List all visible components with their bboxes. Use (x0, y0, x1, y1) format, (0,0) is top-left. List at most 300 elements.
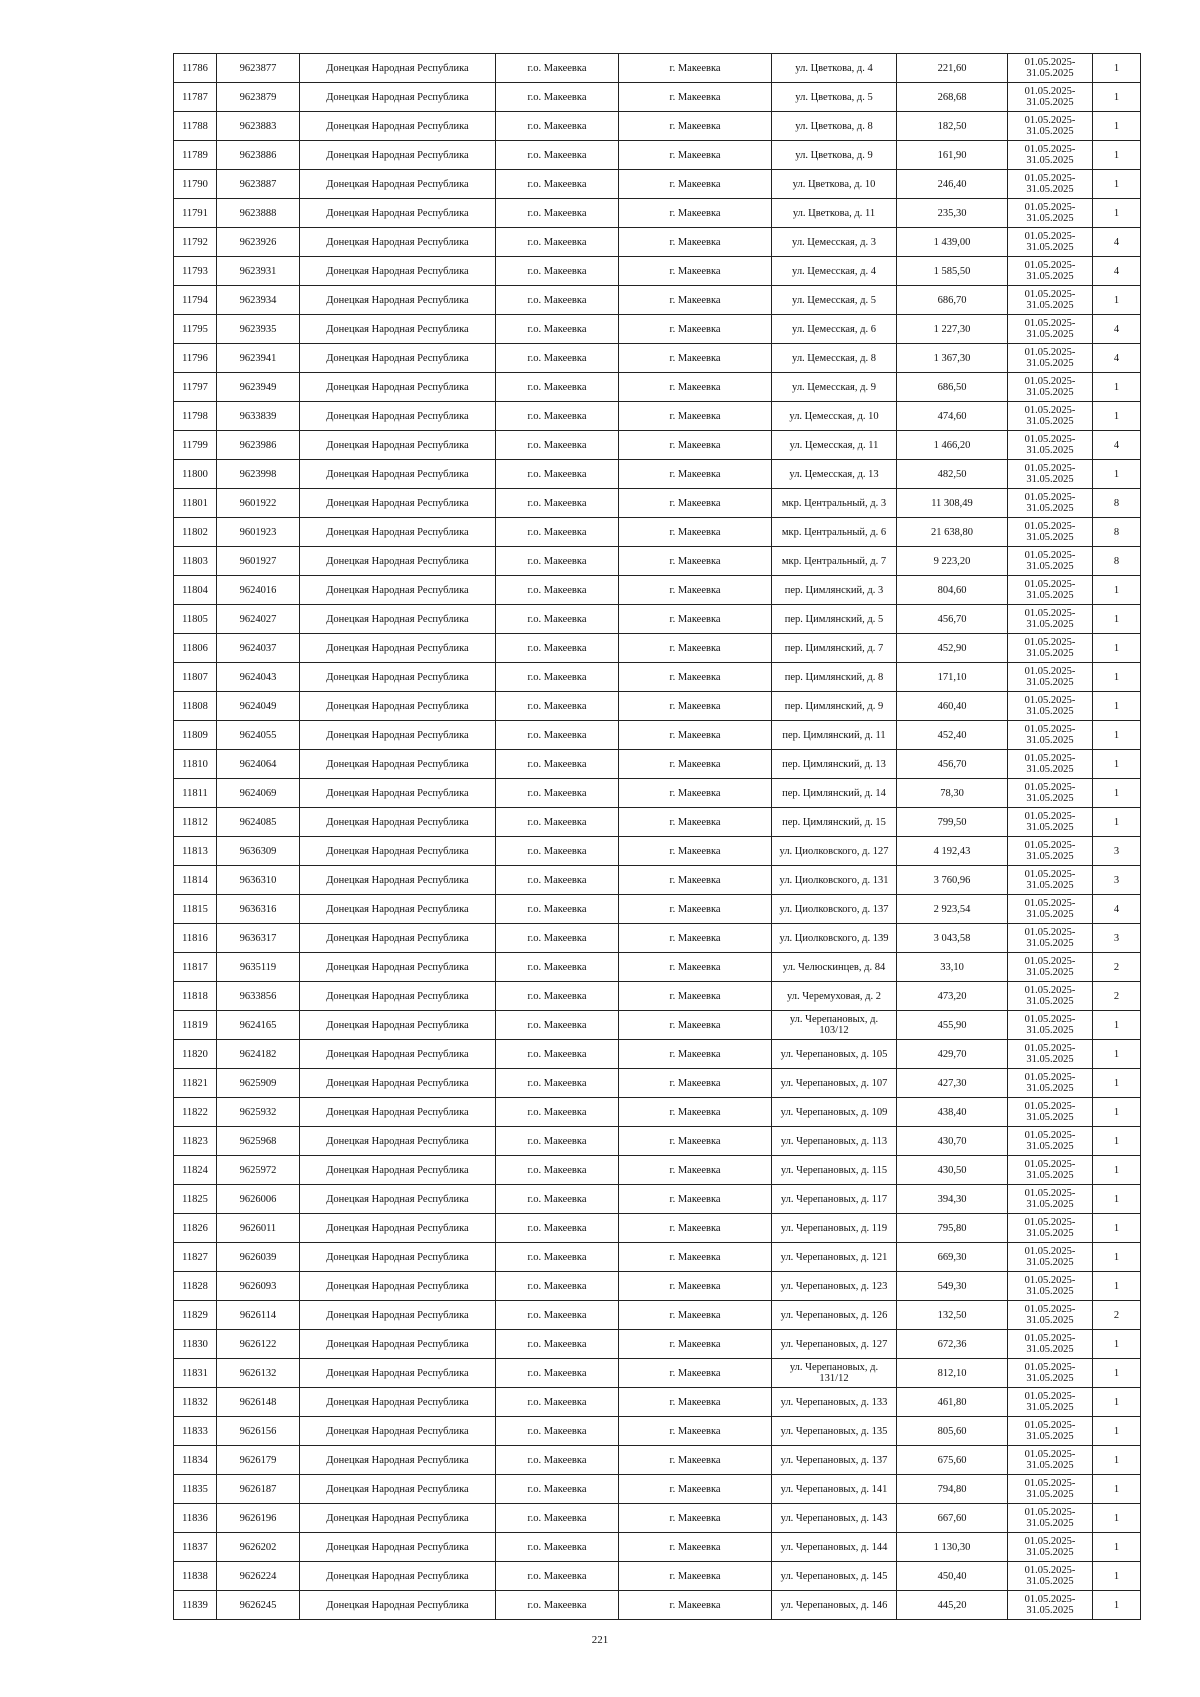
city-name: г. Макеевка (619, 924, 772, 953)
period-end: 31.05.2025 (1026, 735, 1074, 746)
period (1008, 141, 1093, 170)
region-name: Донецкая Народная Республика (300, 1591, 496, 1620)
object-code: 9623934 (217, 286, 300, 315)
quantity: 1 (1093, 286, 1141, 315)
region-name: Донецкая Народная Республика (300, 1127, 496, 1156)
quantity: 1 (1093, 1359, 1141, 1388)
table-row (174, 112, 1141, 141)
quantity: 3 (1093, 866, 1141, 895)
period-start: 01.05.2025- (1024, 550, 1076, 561)
object-code: 9625932 (217, 1098, 300, 1127)
address: пер. Цимлянский, д. 11 (772, 721, 897, 750)
period-end: 31.05.2025 (1026, 1605, 1074, 1616)
area-value: 246,40 (897, 170, 1008, 199)
object-code: 9624069 (217, 779, 300, 808)
object-code: 9626156 (217, 1417, 300, 1446)
period-start: 01.05.2025- (1024, 1188, 1076, 1199)
quantity: 1 (1093, 1214, 1141, 1243)
period (1008, 1214, 1093, 1243)
row-number: 11817 (174, 953, 217, 982)
address: ул. Цемесская, д. 3 (772, 228, 897, 257)
table-row (174, 1301, 1141, 1330)
row-number: 11833 (174, 1417, 217, 1446)
period-start: 01.05.2025- (1024, 202, 1076, 213)
region-name: Донецкая Народная Республика (300, 866, 496, 895)
address: ул. Цветкова, д. 9 (772, 141, 897, 170)
period-end: 31.05.2025 (1026, 184, 1074, 195)
city-name: г. Макеевка (619, 1417, 772, 1446)
period (1008, 373, 1093, 402)
city-name: г. Макеевка (619, 489, 772, 518)
district-name: г.о. Макеевка (496, 866, 619, 895)
area-value: 427,30 (897, 1069, 1008, 1098)
city-name: г. Макеевка (619, 953, 772, 982)
district-name: г.о. Макеевка (496, 1040, 619, 1069)
period-end: 31.05.2025 (1026, 677, 1074, 688)
area-value: 171,10 (897, 663, 1008, 692)
quantity: 1 (1093, 1504, 1141, 1533)
district-name: г.о. Макеевка (496, 663, 619, 692)
period-end: 31.05.2025 (1026, 445, 1074, 456)
table-row (174, 808, 1141, 837)
city-name: г. Макеевка (619, 1446, 772, 1475)
city-name: г. Макеевка (619, 721, 772, 750)
row-number: 11801 (174, 489, 217, 518)
period-end: 31.05.2025 (1026, 909, 1074, 920)
period (1008, 518, 1093, 547)
row-number: 11802 (174, 518, 217, 547)
area-value: 672,36 (897, 1330, 1008, 1359)
period-start: 01.05.2025- (1024, 1449, 1076, 1460)
district-name: г.о. Макеевка (496, 1475, 619, 1504)
object-code: 9623888 (217, 199, 300, 228)
period-end: 31.05.2025 (1026, 996, 1074, 1007)
period-end: 31.05.2025 (1026, 242, 1074, 253)
region-name: Донецкая Народная Республика (300, 634, 496, 663)
region-name: Донецкая Народная Республика (300, 1475, 496, 1504)
region-name: Донецкая Народная Республика (300, 54, 496, 83)
city-name: г. Макеевка (619, 1388, 772, 1417)
period-start: 01.05.2025- (1024, 173, 1076, 184)
area-value: 3 760,96 (897, 866, 1008, 895)
quantity: 1 (1093, 808, 1141, 837)
table-row (174, 779, 1141, 808)
city-name: г. Макеевка (619, 1185, 772, 1214)
area-value: 812,10 (897, 1359, 1008, 1388)
period-start: 01.05.2025- (1024, 492, 1076, 503)
district-name: г.о. Макеевка (496, 83, 619, 112)
region-name: Донецкая Народная Республика (300, 1185, 496, 1214)
district-name: г.о. Макеевка (496, 1098, 619, 1127)
address: ул. Черепановых, д. 121 (772, 1243, 897, 1272)
city-name: г. Макеевка (619, 866, 772, 895)
district-name: г.о. Макеевка (496, 1591, 619, 1620)
city-name: г. Макеевка (619, 1301, 772, 1330)
period-end: 31.05.2025 (1026, 97, 1074, 108)
period (1008, 779, 1093, 808)
area-value: 452,90 (897, 634, 1008, 663)
city-name: г. Макеевка (619, 83, 772, 112)
period-end: 31.05.2025 (1026, 1344, 1074, 1355)
region-name: Донецкая Народная Республика (300, 982, 496, 1011)
city-name: г. Макеевка (619, 1098, 772, 1127)
object-code: 9626114 (217, 1301, 300, 1330)
table-row (174, 1156, 1141, 1185)
region-name: Донецкая Народная Республика (300, 808, 496, 837)
object-code: 9626132 (217, 1359, 300, 1388)
object-code: 9624027 (217, 605, 300, 634)
period-end: 31.05.2025 (1026, 1431, 1074, 1442)
table-row (174, 576, 1141, 605)
area-value: 549,30 (897, 1272, 1008, 1301)
period-start: 01.05.2025- (1024, 1130, 1076, 1141)
address: пер. Цимлянский, д. 14 (772, 779, 897, 808)
quantity: 1 (1093, 1330, 1141, 1359)
period-start: 01.05.2025- (1024, 695, 1076, 706)
table-row (174, 199, 1141, 228)
quantity: 1 (1093, 750, 1141, 779)
row-number: 11828 (174, 1272, 217, 1301)
object-code: 9626011 (217, 1214, 300, 1243)
table-row (174, 1562, 1141, 1591)
row-number: 11829 (174, 1301, 217, 1330)
region-name: Донецкая Народная Республика (300, 83, 496, 112)
district-name: г.о. Макеевка (496, 692, 619, 721)
district-name: г.о. Макеевка (496, 373, 619, 402)
period-end: 31.05.2025 (1026, 938, 1074, 949)
city-name: г. Макеевка (619, 895, 772, 924)
area-value: 474,60 (897, 402, 1008, 431)
period-start: 01.05.2025- (1024, 521, 1076, 532)
district-name: г.о. Макеевка (496, 634, 619, 663)
row-number: 11808 (174, 692, 217, 721)
region-name: Донецкая Народная Республика (300, 1301, 496, 1330)
city-name: г. Макеевка (619, 663, 772, 692)
region-name: Донецкая Народная Республика (300, 199, 496, 228)
table-body (174, 54, 1141, 1620)
period (1008, 112, 1093, 141)
period-end: 31.05.2025 (1026, 532, 1074, 543)
row-number: 11825 (174, 1185, 217, 1214)
object-code: 9626202 (217, 1533, 300, 1562)
district-name: г.о. Макеевка (496, 721, 619, 750)
row-number: 11831 (174, 1359, 217, 1388)
area-value: 450,40 (897, 1562, 1008, 1591)
table-row (174, 1214, 1141, 1243)
table-row (174, 315, 1141, 344)
area-value: 675,60 (897, 1446, 1008, 1475)
period-start: 01.05.2025- (1024, 1275, 1076, 1286)
district-name: г.о. Макеевка (496, 837, 619, 866)
period (1008, 1156, 1093, 1185)
period-start: 01.05.2025- (1024, 1362, 1076, 1373)
table-row (174, 895, 1141, 924)
row-number: 11787 (174, 83, 217, 112)
period-start: 01.05.2025- (1024, 1159, 1076, 1170)
region-name: Донецкая Народная Республика (300, 228, 496, 257)
area-value: 1 585,50 (897, 257, 1008, 286)
row-number: 11805 (174, 605, 217, 634)
row-number: 11826 (174, 1214, 217, 1243)
city-name: г. Макеевка (619, 344, 772, 373)
row-number: 11790 (174, 170, 217, 199)
object-code: 9624037 (217, 634, 300, 663)
period-end: 31.05.2025 (1026, 822, 1074, 833)
row-number: 11804 (174, 576, 217, 605)
period-start: 01.05.2025- (1024, 1478, 1076, 1489)
area-value: 460,40 (897, 692, 1008, 721)
table-row (174, 1098, 1141, 1127)
quantity: 1 (1093, 83, 1141, 112)
table-row (174, 518, 1141, 547)
quantity: 1 (1093, 1156, 1141, 1185)
row-number: 11832 (174, 1388, 217, 1417)
period-start: 01.05.2025- (1024, 985, 1076, 996)
city-name: г. Макеевка (619, 808, 772, 837)
period-end: 31.05.2025 (1026, 793, 1074, 804)
address: ул. Циолковского, д. 139 (772, 924, 897, 953)
period-start: 01.05.2025- (1024, 1420, 1076, 1431)
period (1008, 895, 1093, 924)
period (1008, 663, 1093, 692)
period-end: 31.05.2025 (1026, 213, 1074, 224)
period-end: 31.05.2025 (1026, 1025, 1074, 1036)
period-start: 01.05.2025- (1024, 579, 1076, 590)
district-name: г.о. Макеевка (496, 54, 619, 83)
city-name: г. Макеевка (619, 547, 772, 576)
address: пер. Цимлянский, д. 9 (772, 692, 897, 721)
district-name: г.о. Макеевка (496, 605, 619, 634)
period-end: 31.05.2025 (1026, 68, 1074, 79)
row-number: 11838 (174, 1562, 217, 1591)
object-code: 9601923 (217, 518, 300, 547)
period (1008, 1098, 1093, 1127)
row-number: 11795 (174, 315, 217, 344)
area-value: 268,68 (897, 83, 1008, 112)
object-code: 9624016 (217, 576, 300, 605)
period-end: 31.05.2025 (1026, 1373, 1074, 1384)
area-value: 794,80 (897, 1475, 1008, 1504)
period-start: 01.05.2025- (1024, 347, 1076, 358)
period-end: 31.05.2025 (1026, 648, 1074, 659)
district-name: г.о. Макеевка (496, 431, 619, 460)
table-row (174, 1243, 1141, 1272)
period (1008, 1591, 1093, 1620)
address: ул. Черепановых, д. 127 (772, 1330, 897, 1359)
period (1008, 344, 1093, 373)
period (1008, 1533, 1093, 1562)
period-end: 31.05.2025 (1026, 1547, 1074, 1558)
row-number: 11786 (174, 54, 217, 83)
district-name: г.о. Макеевка (496, 1504, 619, 1533)
district-name: г.о. Макеевка (496, 228, 619, 257)
region-name: Донецкая Народная Республика (300, 692, 496, 721)
area-value: 2 923,54 (897, 895, 1008, 924)
quantity: 1 (1093, 402, 1141, 431)
period (1008, 286, 1093, 315)
object-code: 9626196 (217, 1504, 300, 1533)
table-row (174, 83, 1141, 112)
quantity: 1 (1093, 1069, 1141, 1098)
city-name: г. Макеевка (619, 1475, 772, 1504)
quantity: 1 (1093, 1272, 1141, 1301)
district-name: г.о. Макеевка (496, 808, 619, 837)
period-start: 01.05.2025- (1024, 1565, 1076, 1576)
period-end: 31.05.2025 (1026, 590, 1074, 601)
city-name: г. Макеевка (619, 402, 772, 431)
district-name: г.о. Макеевка (496, 779, 619, 808)
table-row (174, 1417, 1141, 1446)
address: ул. Циолковского, д. 131 (772, 866, 897, 895)
region-name: Донецкая Народная Республика (300, 547, 496, 576)
area-value: 1 466,20 (897, 431, 1008, 460)
table-row (174, 402, 1141, 431)
city-name: г. Макеевка (619, 1156, 772, 1185)
area-value: 452,40 (897, 721, 1008, 750)
period-start: 01.05.2025- (1024, 318, 1076, 329)
city-name: г. Макеевка (619, 1127, 772, 1156)
period-start: 01.05.2025- (1024, 1246, 1076, 1257)
period-start: 01.05.2025- (1024, 260, 1076, 271)
period-end: 31.05.2025 (1026, 561, 1074, 572)
period (1008, 1243, 1093, 1272)
area-value: 799,50 (897, 808, 1008, 837)
table-row (174, 1011, 1141, 1040)
quantity: 8 (1093, 547, 1141, 576)
row-number: 11800 (174, 460, 217, 489)
period-start: 01.05.2025- (1024, 1304, 1076, 1315)
region-name: Донецкая Народная Республика (300, 1243, 496, 1272)
area-value: 686,70 (897, 286, 1008, 315)
table-row (174, 54, 1141, 83)
region-name: Донецкая Народная Республика (300, 460, 496, 489)
object-code: 9624182 (217, 1040, 300, 1069)
period (1008, 1185, 1093, 1214)
period-start: 01.05.2025- (1024, 1536, 1076, 1547)
object-code: 9624165 (217, 1011, 300, 1040)
address: ул. Цветкова, д. 11 (772, 199, 897, 228)
object-code: 9626039 (217, 1243, 300, 1272)
period-end: 31.05.2025 (1026, 1054, 1074, 1065)
city-name: г. Макеевка (619, 286, 772, 315)
period-end: 31.05.2025 (1026, 503, 1074, 514)
address: мкр. Центральный, д. 3 (772, 489, 897, 518)
address: мкр. Центральный, д. 7 (772, 547, 897, 576)
quantity: 4 (1093, 315, 1141, 344)
city-name: г. Макеевка (619, 1069, 772, 1098)
quantity: 1 (1093, 1388, 1141, 1417)
period (1008, 460, 1093, 489)
row-number: 11788 (174, 112, 217, 141)
period-start: 01.05.2025- (1024, 463, 1076, 474)
region-name: Донецкая Народная Республика (300, 257, 496, 286)
period (1008, 228, 1093, 257)
object-code: 9623931 (217, 257, 300, 286)
district-name: г.о. Макеевка (496, 1301, 619, 1330)
district-name: г.о. Макеевка (496, 1069, 619, 1098)
table-row (174, 257, 1141, 286)
row-number: 11823 (174, 1127, 217, 1156)
table-row (174, 489, 1141, 518)
period-start: 01.05.2025- (1024, 782, 1076, 793)
object-code: 9624043 (217, 663, 300, 692)
city-name: г. Макеевка (619, 518, 772, 547)
table-row (174, 431, 1141, 460)
area-value: 1 367,30 (897, 344, 1008, 373)
district-name: г.о. Макеевка (496, 489, 619, 518)
period (1008, 634, 1093, 663)
period-end: 31.05.2025 (1026, 1518, 1074, 1529)
table-row (174, 750, 1141, 779)
district-name: г.о. Макеевка (496, 982, 619, 1011)
area-value: 3 043,58 (897, 924, 1008, 953)
period (1008, 1446, 1093, 1475)
address: ул. Циолковского, д. 127 (772, 837, 897, 866)
period-end: 31.05.2025 (1026, 300, 1074, 311)
object-code: 9626148 (217, 1388, 300, 1417)
object-code: 9623879 (217, 83, 300, 112)
address: ул. Черепановых, д. 135 (772, 1417, 897, 1446)
object-code: 9633856 (217, 982, 300, 1011)
address: ул. Черепановых, д. 113 (772, 1127, 897, 1156)
row-number: 11793 (174, 257, 217, 286)
quantity: 1 (1093, 1417, 1141, 1446)
period (1008, 1475, 1093, 1504)
address: ул. Цемесская, д. 4 (772, 257, 897, 286)
period-start: 01.05.2025- (1024, 376, 1076, 387)
quantity: 1 (1093, 1533, 1141, 1562)
region-name: Донецкая Народная Республика (300, 1040, 496, 1069)
district-name: г.о. Макеевка (496, 112, 619, 141)
period-start: 01.05.2025- (1024, 666, 1076, 677)
region-name: Донецкая Народная Республика (300, 489, 496, 518)
district-name: г.о. Макеевка (496, 141, 619, 170)
address: ул. Цемесская, д. 6 (772, 315, 897, 344)
register-table (173, 53, 1141, 1620)
table-row (174, 286, 1141, 315)
period-start: 01.05.2025- (1024, 1391, 1076, 1402)
period-end: 31.05.2025 (1026, 967, 1074, 978)
object-code: 9635119 (217, 953, 300, 982)
object-code: 9636309 (217, 837, 300, 866)
district-name: г.о. Макеевка (496, 1388, 619, 1417)
period-start: 01.05.2025- (1024, 1594, 1076, 1605)
city-name: г. Макеевка (619, 315, 772, 344)
region-name: Донецкая Народная Республика (300, 170, 496, 199)
object-code: 9626093 (217, 1272, 300, 1301)
region-name: Донецкая Народная Республика (300, 1417, 496, 1446)
table-row (174, 170, 1141, 199)
table-row (174, 1475, 1141, 1504)
object-code: 9625968 (217, 1127, 300, 1156)
city-name: г. Макеевка (619, 1504, 772, 1533)
period (1008, 576, 1093, 605)
area-value: 221,60 (897, 54, 1008, 83)
address: ул. Черепановых, д. 137 (772, 1446, 897, 1475)
address: пер. Цимлянский, д. 15 (772, 808, 897, 837)
row-number: 11827 (174, 1243, 217, 1272)
address: ул. Цемесская, д. 10 (772, 402, 897, 431)
area-value: 4 192,43 (897, 837, 1008, 866)
area-value: 132,50 (897, 1301, 1008, 1330)
area-value: 686,50 (897, 373, 1008, 402)
table-row (174, 1388, 1141, 1417)
period-start: 01.05.2025- (1024, 753, 1076, 764)
row-number: 11809 (174, 721, 217, 750)
object-code: 9623877 (217, 54, 300, 83)
object-code: 9625909 (217, 1069, 300, 1098)
row-number: 11813 (174, 837, 217, 866)
